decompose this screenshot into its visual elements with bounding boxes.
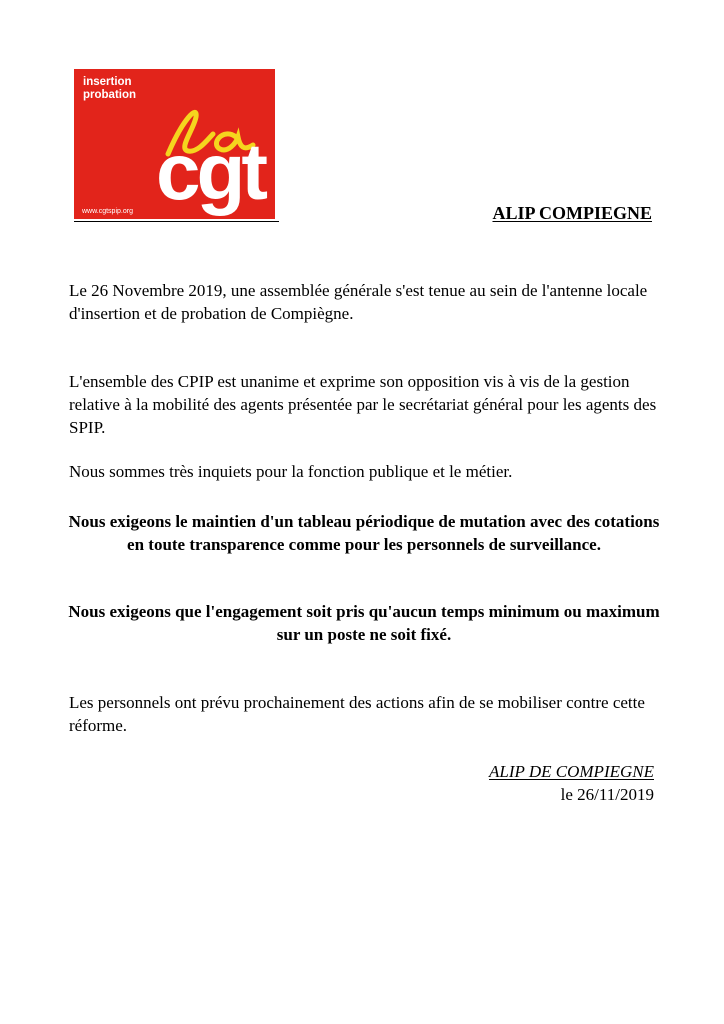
logo-url: www.cgtspip.org [82,208,133,215]
logo-subtitle [83,76,136,102]
logo-underline [74,221,279,222]
paragraph-opposition: L'ensemble des CPIP est unanime et exprime son opposition vis à vis de la gestion relative à la mobilité des agents présentée par le secrétariat général pour les agents des SPIP. [69,372,657,437]
demand-no-minimum-time: Nous exigeons que l'engagement soit pris qu'aucun temps minimum ou maximum sur un poste ne soit fixé. [68,602,660,644]
document-heading: ALIP COMPIEGNE [492,203,652,223]
logo-line-insertion: insertion [83,76,132,88]
signature-date: le 26/11/2019 [560,785,654,804]
signature-name: ALIP DE COMPIEGNE [489,762,654,781]
logo-line-probation: probation [83,89,137,101]
paragraph-concern: Nous sommes très inquiets pour la fonction publique et le métier. [69,462,513,481]
paragraph-actions: Les personnels ont prévu prochainement des actions afin de se mobiliser contre cette réforme. [69,693,645,735]
paragraph-assembly: Le 26 Novembre 2019, une assemblée générale s'est tenue au sein de l'antenne locale d'insertion et de probation de Compiègne. [69,281,648,323]
logo-cgt-text: cgt [156,127,264,216]
demand-mutation-table: Nous exigeons le maintien d'un tableau périodique de mutation avec des cotations en toute transparence comme pour les personnels de surveillance. [68,512,660,554]
cgt-logo [74,69,275,219]
